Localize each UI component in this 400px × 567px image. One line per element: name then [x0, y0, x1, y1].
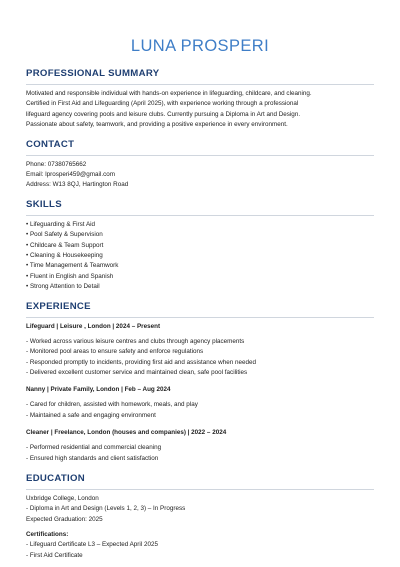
education-graduation: Expected Graduation: 2025 [26, 515, 103, 523]
contact-section [26, 139, 374, 191]
job-heading: Cleaner | Freelance, London (houses and companies) | 2022 – 2024 [26, 429, 227, 437]
skills-heading: SKILLS [26, 198, 62, 210]
skill-item: • Time Management & Teamwork [26, 262, 119, 270]
summary-line: Certified in First Aid and Lifeguarding (April 2025), with experience working through a professional [26, 100, 299, 108]
section-divider [26, 155, 374, 156]
job-bullet: - Maintained a safe and engaging environment [26, 411, 156, 419]
job-bullet: - Delivered excellent customer service and maintained clean, safe pool facilities [26, 368, 248, 376]
summary-heading: PROFESSIONAL SUMMARY [26, 68, 160, 79]
contact-address: Address: W13 8QJ, Hartington Road [26, 181, 129, 189]
education-section [26, 473, 374, 561]
skill-item: • Strong Attention to Detail [26, 283, 100, 291]
job-bullets [26, 400, 374, 421]
skill-item: • Lifeguarding & First Aid [26, 220, 96, 228]
summary-line: lifeguard agency covering pools and leisure clubs. Currently pursuing a Diploma in Art and Design. [26, 110, 301, 118]
section-divider [26, 215, 374, 216]
summary-section [26, 68, 374, 131]
job-bullet: - Worked across various leisure centres and clubs through agency placements [26, 337, 245, 345]
job-bullets [26, 337, 374, 379]
skill-item: • Childcare & Team Support [26, 241, 104, 249]
job-bullet: - Responded promptly to incidents, providing first aid and assistance when needed [26, 358, 256, 366]
job-entry [26, 322, 374, 379]
job-entry [26, 385, 374, 421]
skill-item: • Fluent in English and Spanish [26, 272, 114, 280]
skill-item: • Pool Safety & Supervision [26, 231, 103, 239]
candidate-name: LUNA PROSPERI [130, 37, 270, 55]
skills-list [26, 220, 374, 293]
skill-item: • Cleaning & Housekeeping [26, 252, 103, 260]
skills-section [26, 199, 374, 293]
section-divider [26, 489, 374, 490]
summary-line: Motivated and responsible individual with hands-on experience in lifeguarding, childcare, and cleaning. [26, 90, 312, 97]
certifications-heading: Certifications: [26, 531, 69, 539]
experience-heading: EXPERIENCE [26, 300, 91, 312]
job-bullet: - Cared for children, assisted with homework, meals, and play [26, 401, 198, 409]
section-divider [26, 317, 374, 318]
job-entry [26, 428, 374, 464]
education-heading: EDUCATION [26, 472, 86, 484]
job-bullets [26, 443, 374, 464]
education-diploma: - Diploma in Art and Design (Levels 1, 2, 3) – In Progress [26, 505, 186, 513]
experience-section [26, 301, 374, 464]
job-heading: Lifeguard | Leisure , London | 2024 – Present [26, 322, 161, 330]
job-bullet: - Monitored pool areas to ensure safety and enforce regulations [26, 348, 204, 356]
contact-phone: Phone: 07380765662 [26, 160, 87, 168]
summary-line: Passionate about safety, teamwork, and providing a positive experience in every environment. [26, 121, 288, 129]
job-heading: Nanny | Private Family, London | Feb – Aug 2024 [26, 386, 171, 394]
certification-item: - Lifeguard Certificate L3 – Expected April 2025 [26, 541, 158, 549]
education-school: Uxbridge College, London [26, 494, 99, 502]
job-bullet: - Ensured high standards and client satisfaction [26, 454, 159, 462]
contact-heading: CONTACT [26, 138, 75, 150]
job-bullet: - Performed residential and commercial cleaning [26, 444, 162, 452]
contact-email: Email: lprosperi459@gmail.com [26, 171, 115, 179]
certification-item: - First Aid Certificate [26, 551, 83, 559]
section-divider [26, 84, 374, 85]
